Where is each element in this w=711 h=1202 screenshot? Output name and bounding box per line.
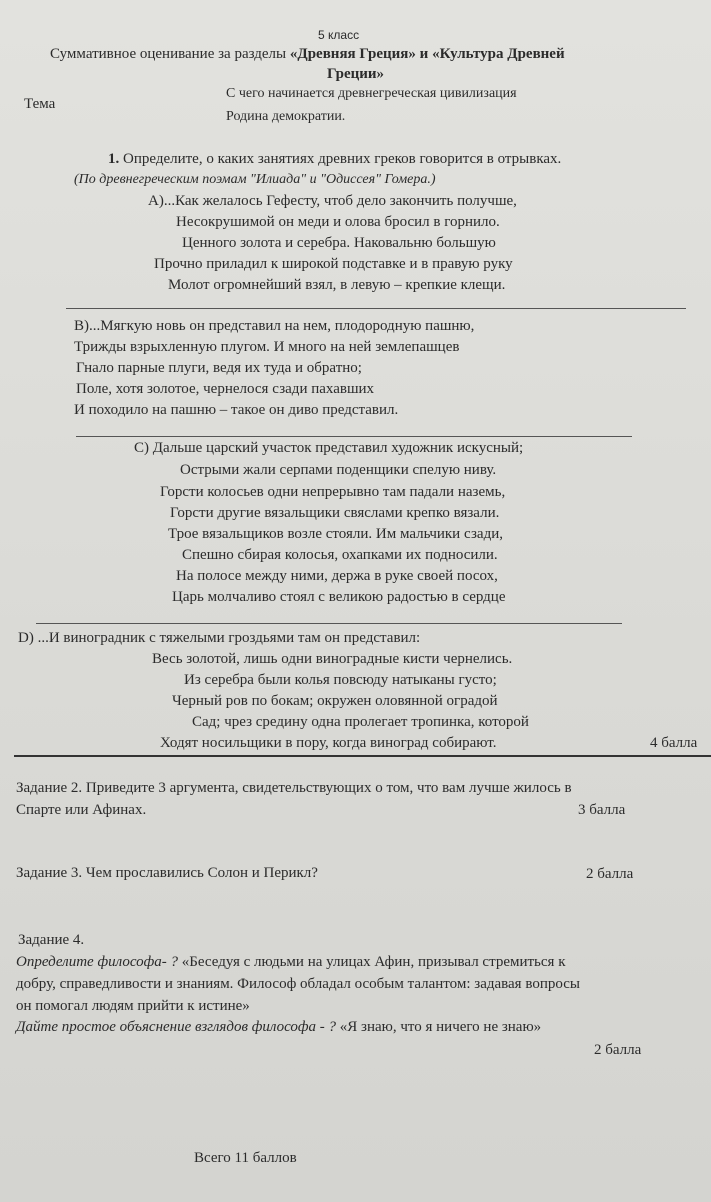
excerpt-d-line: Весь золотой, лишь одни виноградные кисти чернелись. [152,651,513,667]
excerpt-d-line: D) ...И виноградник с тяжелыми гроздьями там он представил: [18,630,421,646]
title-prefix: Суммативное оценивание за разделы [50,46,290,62]
excerpt-d-line: Сад; чрез средину одна пролегает тропинка, которой [192,714,529,730]
page-title-line2: Греции» [327,66,385,82]
excerpt-a-line: Молот огромнейший взял, в левую – крепкие клещи. [168,277,506,293]
excerpt-c-line: Горсти колосьев одни непрерывно там падали наземь, [160,484,506,500]
page-title [50,46,565,63]
excerpt-d-line: Из серебра были колья повсюду натыканы густо; [184,672,497,688]
excerpt-c-line: На полосе между ними, держа в руке своей посох, [176,568,498,584]
divider [36,623,622,624]
task2-line-2: Спарте или Афинах. [16,802,147,818]
excerpt-c-line: C) Дальше царский участок представил художник искусный; [134,440,524,456]
excerpt-c-line: Трое вязальщиков возле стояли. Им мальчики сзади, [168,526,503,542]
excerpt-b-line: И походило на пашню – такое он диво представил. [74,402,399,418]
excerpt-c-line: Острыми жали серпами поденщики спелую ниву. [180,462,497,478]
grade-label: 5 класс [318,28,360,42]
excerpt-a-line: Несокрушимой он меди и олова бросил в горнило. [176,214,500,230]
task4-points: 2 балла [594,1042,642,1058]
task1-number: 1. [108,151,120,167]
task3-points: 2 балла [586,866,634,882]
task4-question-2 [16,1019,541,1036]
excerpt-d-line: Ходят носильщики в пору, когда виноград собирают. [160,735,497,751]
task4-question-1 [16,954,566,971]
title-bold-1: «Древняя Греция» [289,46,416,62]
task4-q1-line-2: добру, справедливости и знаниям. Философ обладал особым талантом: задавая вопросы [16,976,580,992]
excerpt-a-line: Ценного золота и серебра. Наковальню большую [182,235,496,251]
topic-line-1: С чего начинается древнегреческая цивилизация [226,86,517,101]
task4-q1-prompt: Определите философа- ? [16,954,182,970]
task4-title: Задание 4. [18,932,85,948]
excerpt-a-line: A)...Как желалось Гефесту, чтоб дело закончить получше, [148,193,517,209]
title-mid: и [415,46,433,62]
task1-points: 4 балла [650,735,698,751]
excerpt-d-line: Черный ров по бокам; окружен оловянной оградой [172,693,498,709]
task4-q1-line-3: он помогал людям прийти к истине» [16,998,250,1014]
excerpt-b-line: B)...Мягкую новь он представил на нем, плодородную пашню, [74,318,475,334]
task4-q1-quote: «Беседуя с людьми на улицах Афин, призывал стремиться к [181,954,566,970]
excerpt-c-line: Горсти другие вязальщики свяслами крепко вязали. [170,505,500,521]
task2-line-1: Задание 2. Приведите 3 аргумента, свидетельствующих о том, что вам лучше жилось в [16,780,572,796]
excerpt-c-line: Спешно сбирая колосья, охапками их подносили. [182,547,498,563]
task3-text: Задание 3. Чем прославились Солон и Перикл? [16,865,318,881]
task4-q2-quote: «Я знаю, что я ничего не знаю» [339,1019,542,1035]
task4-q2-prompt: Дайте простое объяснение взглядов философа - ? [16,1019,340,1035]
task2-points: 3 балла [578,802,626,818]
divider [76,436,632,437]
task1-question [108,151,561,168]
task1-source: (По древнегреческим поэмам "Илиада" и "Одиссея" Гомера.) [74,172,436,187]
topic-label: Тема [24,96,56,112]
excerpt-b-line: Гнало парные плуги, ведя их туда и обратно; [76,360,362,376]
excerpt-a-line: Прочно приладил к широкой подставке и в правую руку [154,256,513,272]
excerpt-b-line: Поле, хотя золотое, чернелося сзади пахавших [76,381,375,397]
excerpt-b-line: Трижды взрыхленную плугом. И много на ней землепашцев [74,339,460,355]
total-score: Всего 11 баллов [194,1150,297,1166]
section-divider [14,755,711,757]
title-bold-2: «Культура Древней [432,46,565,62]
divider [66,308,686,309]
task1-question-text: Определите, о каких занятиях древних греков говорится в отрывках. [123,151,562,167]
excerpt-c-line: Царь молчаливо стоял с великою радостью в сердце [172,589,506,605]
topic-line-2: Родина демократии. [226,109,346,124]
